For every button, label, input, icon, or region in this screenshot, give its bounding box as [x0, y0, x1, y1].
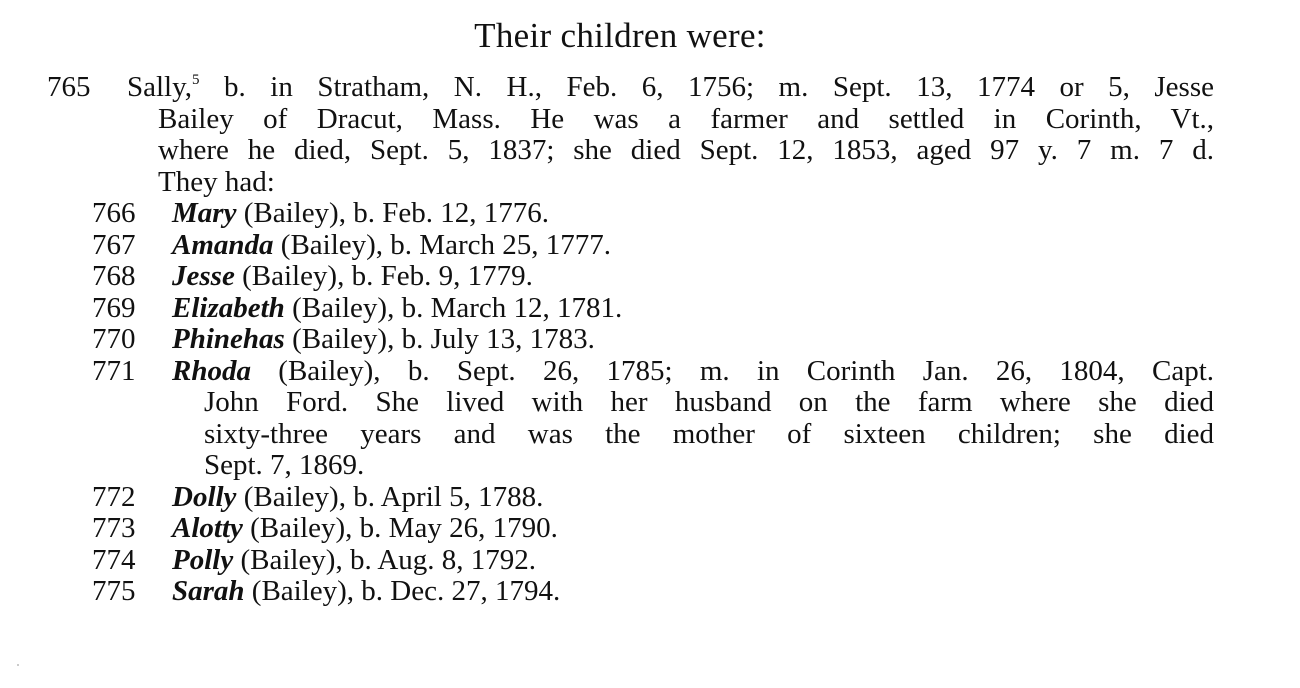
- entry-line: [172, 230, 611, 262]
- child-entry: [0, 324, 1300, 356]
- entry-number: 772: [92, 480, 136, 513]
- generation-superscript: 5: [191, 72, 200, 88]
- entry-line: [172, 198, 549, 230]
- child-text: (Bailey), b. Feb. 12, 1776.: [243, 197, 549, 229]
- child-text: (Bailey), b. Feb. 9, 1779.: [242, 260, 533, 292]
- entry-number: 769: [92, 291, 136, 324]
- child-name: Elizabeth: [172, 291, 285, 324]
- child-entry: [0, 513, 1300, 545]
- child-text: (Bailey), b. March 25, 1777.: [280, 228, 611, 261]
- entry-line: [172, 293, 622, 325]
- child-entry: [0, 261, 1300, 293]
- child-name: Amanda: [172, 228, 274, 261]
- entry-line: [172, 324, 595, 356]
- entry-line-4: Sept. 7, 1869.: [204, 449, 365, 481]
- entry-line: [172, 482, 543, 514]
- child-text: (Bailey), b. Dec. 27, 1794.: [251, 575, 561, 607]
- entry-line: [172, 513, 558, 545]
- child-name: Phinehas: [172, 323, 285, 355]
- child-name: Polly: [172, 543, 234, 576]
- entry-line-1: [127, 72, 1214, 104]
- child-name: Rhoda: [172, 354, 251, 387]
- child-text: (Bailey), b. Aug. 8, 1792.: [240, 543, 537, 576]
- child-entry: [0, 482, 1300, 514]
- child-text: (Bailey), b. Sept. 26, 1785; m. in Corinth Jan. 26, 1804, Capt.: [278, 354, 1214, 387]
- child-text: (Bailey), b. April 5, 1788.: [243, 480, 544, 513]
- parent-entry: [0, 72, 1300, 202]
- page-heading: Their children were:: [474, 16, 766, 55]
- child-entry-long: [0, 356, 1300, 484]
- child-name: Alotty: [172, 512, 243, 544]
- entry-line-3: where he died, Sept. 5, 1837; she died Sept. 12, 1853, aged 97 y. 7 m. 7 d.: [158, 134, 1214, 166]
- scan-speck: [17, 664, 19, 666]
- child-name: Dolly: [172, 480, 237, 513]
- entry-line-4: They had:: [158, 165, 275, 198]
- entry-line-2: Bailey of Dracut, Mass. He was a farmer and settled in Corinth, Vt.,: [158, 102, 1214, 135]
- entry-number: 771: [92, 354, 136, 387]
- entry-line-3: sixty-three years and was the mother of sixteen children; she died: [204, 417, 1214, 450]
- entry-number: 767: [92, 228, 136, 261]
- child-name: Sarah: [172, 575, 245, 607]
- child-entry: [0, 293, 1300, 325]
- child-entry: [0, 545, 1300, 577]
- entry-line: [172, 545, 536, 577]
- child-text: (Bailey), b. May 26, 1790.: [250, 512, 558, 544]
- entry-line-1: [172, 356, 1214, 388]
- child-name: Mary: [172, 197, 237, 229]
- child-text: (Bailey), b. July 13, 1783.: [292, 323, 595, 355]
- entry-number: 773: [92, 512, 136, 544]
- child-name: Jesse: [172, 260, 235, 292]
- child-entry: [0, 198, 1300, 230]
- entry-number: 765: [47, 71, 91, 103]
- entry-number: 770: [92, 323, 136, 355]
- entry-number: 775: [92, 575, 136, 607]
- entry-text: b. in Stratham, N. H., Feb. 6, 1756; m. Sept. 13, 1774 or 5, Jesse: [224, 71, 1214, 103]
- child-entry: [0, 576, 1300, 608]
- entry-line: [172, 261, 533, 293]
- entry-name: Sally,: [127, 71, 192, 103]
- child-text: (Bailey), b. March 12, 1781.: [292, 291, 623, 324]
- child-entry: [0, 230, 1300, 262]
- entry-line-2: John Ford. She lived with her husband on the farm where she died: [204, 386, 1214, 418]
- entry-line: [172, 576, 560, 608]
- entry-number: 774: [92, 543, 136, 576]
- entry-number: 766: [92, 197, 136, 229]
- entry-number: 768: [92, 260, 136, 292]
